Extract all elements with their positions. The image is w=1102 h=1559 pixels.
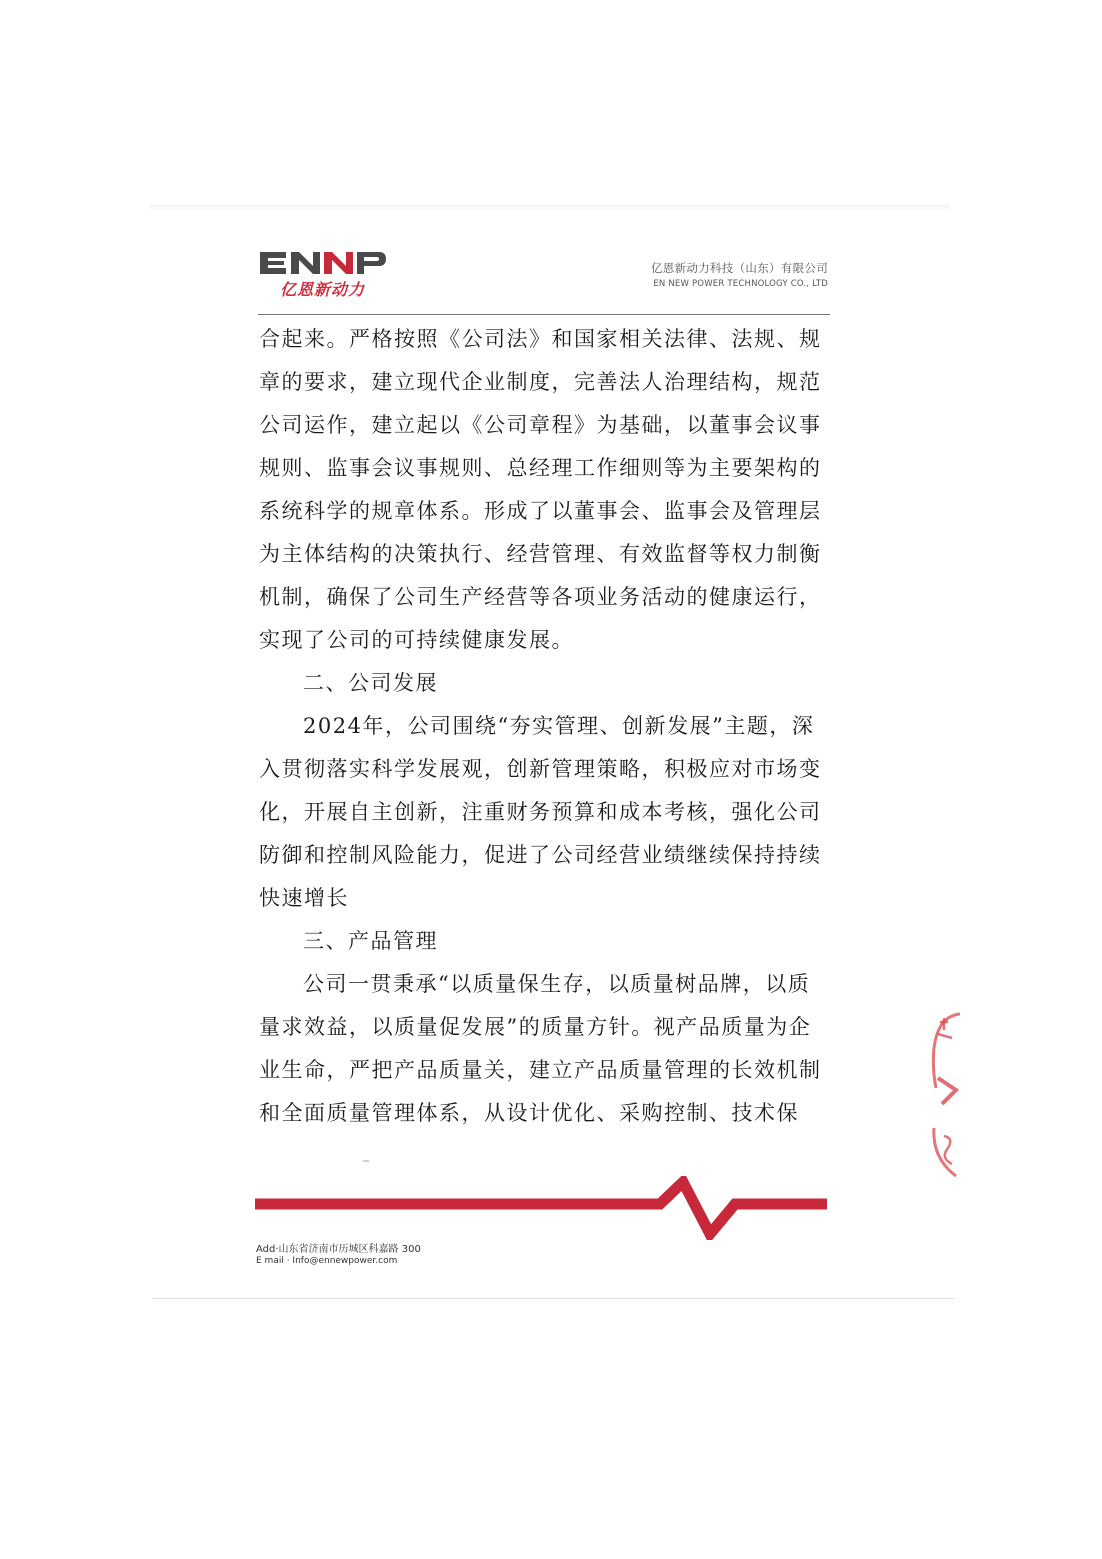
body-line: 公司运作，建立起以《公司章程》为基础，以董事会议事 <box>259 413 822 437</box>
letterhead <box>258 246 830 316</box>
header-divider <box>258 314 830 315</box>
ennp-logo-mark <box>258 248 388 278</box>
company-name-block <box>651 260 828 289</box>
body-line: 合起来。严格按照《公司法》和国家相关法律、法规、规 <box>259 327 822 351</box>
scan-speck <box>363 1160 369 1162</box>
body-line: 快速增长 <box>259 886 349 910</box>
body-line: 机制，确保了公司生产经营等各项业务活动的健康运行， <box>259 585 822 609</box>
company-name-cn: 亿恩新动力科技（山东）有限公司 <box>651 261 828 275</box>
body-line: 规则、监事会议事规则、总经理工作细则等为主要架构的 <box>259 456 822 480</box>
body-line: 为主体结构的决策执行、经营管理、有效监督等权力制衡 <box>259 542 822 566</box>
body-line: 入贯彻落实科学发展观，创新管理策略，积极应对市场变 <box>259 757 822 781</box>
body-line: 公司一贯秉承“以质量保生存，以质量树品牌，以质 <box>303 972 811 996</box>
body-line: 实现了公司的可持续健康发展。 <box>259 628 574 652</box>
page-edge <box>152 1298 955 1299</box>
body-line: 章的要求，建立现代企业制度，完善法人治理结构，规范 <box>259 370 822 394</box>
body-line: 业生命，严把产品质量关，建立产品质量管理的长效机制 <box>259 1058 822 1082</box>
document-body <box>259 318 822 1135</box>
footer-address: Add·山东省济南市历城区科嘉路 300 <box>256 1244 421 1255</box>
section-heading-product-management: 三、产品管理 <box>303 929 438 953</box>
scan-shadow <box>150 205 950 211</box>
body-line: 2024年，公司围绕“夯实管理、创新发展”主题，深 <box>303 714 815 738</box>
body-line: 量求效益，以质量促发展”的质量方针。视产品质量为企 <box>259 1015 812 1039</box>
company-logo <box>258 246 388 301</box>
section-heading-company-development: 二、公司发展 <box>303 671 438 695</box>
footer-email: E mail · Info@ennewpower.com <box>256 1256 398 1266</box>
body-line: 防御和控制风险能力，促进了公司经营业绩继续保持持续 <box>259 843 822 867</box>
body-line: 化，开展自主创新，注重财务预算和成本考核，强化公司 <box>259 800 822 824</box>
company-name-en: EN NEW POWER TECHNOLOGY CO., LTD <box>653 279 828 289</box>
logo-chinese-name: 亿恩新动力 <box>280 280 366 299</box>
footer-pulse-line <box>255 1176 827 1240</box>
body-line: 和全面质量管理体系，从设计优化、采购控制、技术保 <box>259 1101 799 1125</box>
company-seal-partial <box>926 1008 962 1184</box>
body-line: 系统科学的规章体系。形成了以董事会、监事会及管理层 <box>259 499 822 523</box>
